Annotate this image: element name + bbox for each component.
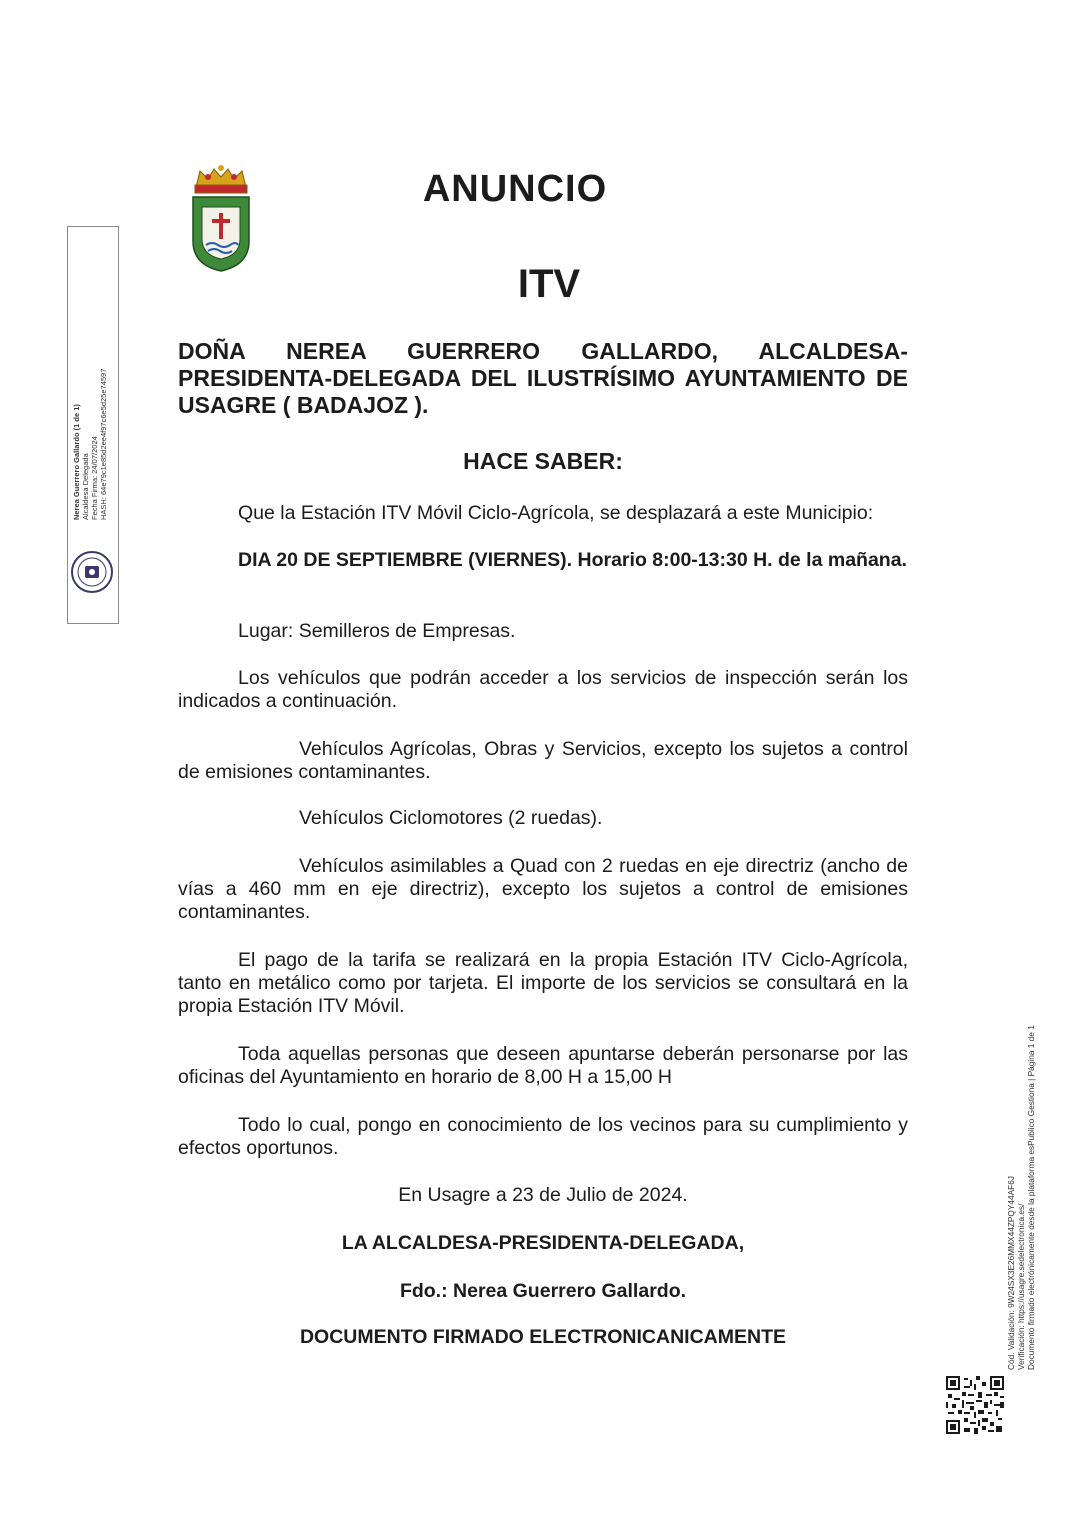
signer-role: LA ALCALDESA-PRESIDENTA-DELEGADA, [341,1232,745,1254]
paragraph-registration: Toda aquellas personas que deseen apuntarse deberán personarse por las oficinas del Ayuntamiento en horario de 8,00 H a 15,00 H [178,1043,908,1088]
paragraph-agricultural: Vehículos Agrícolas, Obras y Servicios, excepto los sujetos a control de emisiones contaminantes. [178,738,908,783]
signature-stamp-text [72,220,108,520]
hace-saber-heading: HACE SABER: [463,448,623,474]
platform-note: Documento firmado electrónicamente desde la plataforma esPublico Gestiona | Página 1 de 1 [1026,1025,1036,1370]
paragraph-place: Lugar: Semilleros de Empresas. [238,620,516,642]
stamp-role: Alcaldesa Delegada [81,453,90,520]
paragraph-quad: Vehículos asimilables a Quad con 2 ruedas en eje directriz (ancho de vías a 460 mm en eje directriz), excepto los sujetos a control de emisiones contaminantes. [178,855,908,923]
paragraph-vehicles-intro: Los vehículos que podrán acceder a los servicios de inspección serán los indicados a continuación. [178,667,908,712]
qr-code-icon [946,1376,1004,1434]
paragraph-station: Que la Estación ITV Móvil Ciclo-Agrícola, se desplazará a este Municipio: [238,502,874,524]
paragraph-mopeds: Vehículos Ciclomotores (2 ruedas). [299,807,603,829]
municipal-seal-icon [68,548,116,596]
stamp-date: Fecha Firma: 24/07/2024 [90,436,99,520]
paragraph-closing: Todo lo cual, pongo en conocimiento de los vecinos para su cumplimiento y efectos oportunos. [178,1114,908,1159]
document-subtitle: ITV [517,262,581,306]
stamp-hash: HASH: 64e79c1e85d2ee4f97c6e5d25e74597 [99,368,108,520]
issuer-statement: DOÑA NEREA GUERRERO GALLARDO, ALCALDESA-PRESIDENTA-DELEGADA DEL ILUSTRÍSIMO AYUNTAMIENTO DE USAGRE ( BADAJOZ ). [178,338,908,418]
electronic-signature-note: DOCUMENTO FIRMADO ELECTRONICANICAMENTE [299,1326,787,1348]
stamp-signer: Nerea Guerrero Gallardo (1 de 1) [72,404,81,520]
validation-code: Cód. Validación: 9W24SX3E26MMX44ZPQY44AF6J [1006,1176,1016,1370]
validation-text [1006,940,1036,1370]
document-title: ANUNCIO [422,168,608,210]
signer-name: Fdo.: Nerea Guerrero Gallardo. [399,1280,687,1302]
verification-url[interactable]: Verificación: https://usagre.sedelectronica.es/ [1016,1203,1026,1370]
paragraph-payment: El pago de la tarifa se realizará en la propia Estación ITV Ciclo-Agrícola, tanto en metálico como por tarjeta. El importe de los servicios se consultará en la propia Estación ITV Móvil. [178,949,908,1017]
paragraph-date: DIA 20 DE SEPTIEMBRE (VIERNES). Horario 8:00-13:30 H. de la mañana. [238,549,907,571]
place-date: En Usagre a 23 de Julio de 2024. [398,1184,688,1206]
